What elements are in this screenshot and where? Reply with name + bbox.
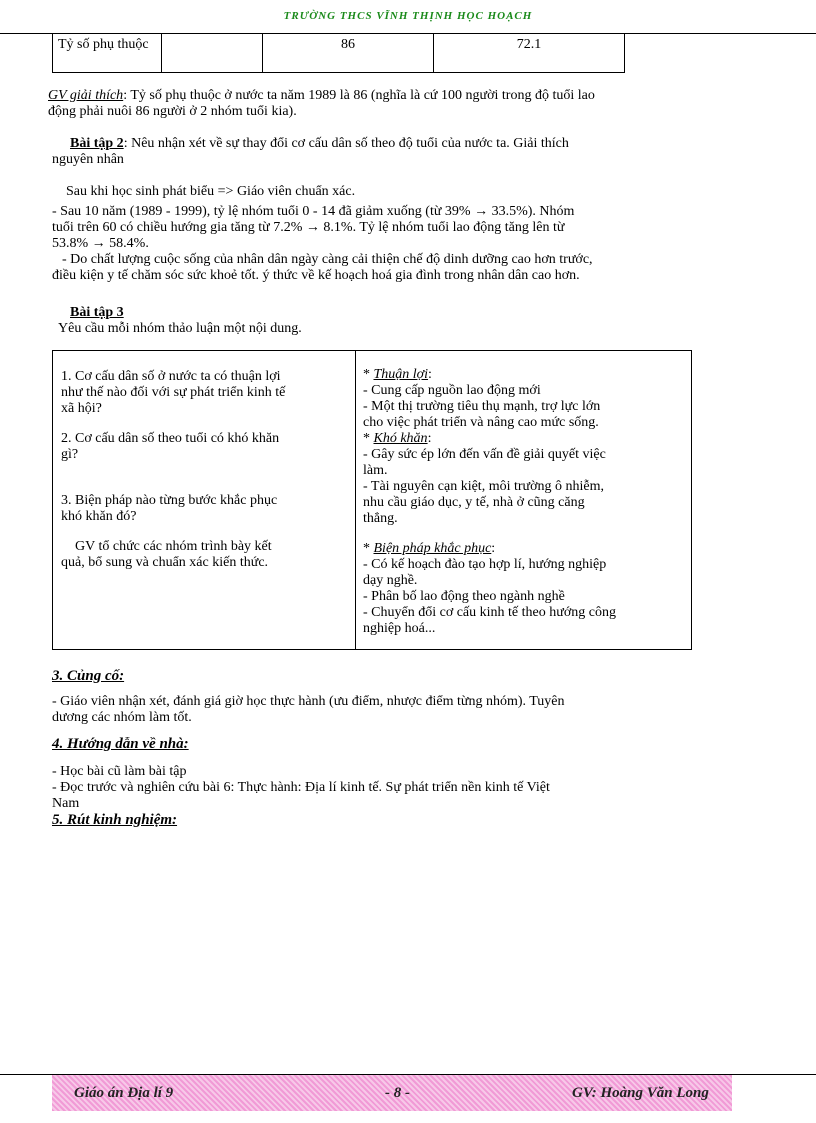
solution-1-cont: dạy nghề. — [363, 573, 418, 588]
discussion-table — [52, 350, 692, 650]
footer-right: GV: Hoàng Văn Long — [572, 1085, 709, 1101]
difficulty-2: - Tài nguyên cạn kiệt, môi trường ô nhiễm, — [363, 479, 605, 494]
left-column — [61, 369, 351, 571]
section-3-body: - Giáo viên nhận xét, đánh giá giờ học thực hành (ưu điểm, nhược điểm từng nhóm). Tuyên dương các nhóm làm tốt. — [52, 694, 565, 725]
solution-3-cont: nghiệp hoá... — [363, 621, 436, 636]
answer-line-5: điều kiện y tế chăm sóc sức khoẻ tốt. ý thức về kế hoạch hoá gia đình trong nhân dân cao hơn. — [52, 268, 580, 283]
answer-line-1: - Sau 10 năm (1989 - 1999), tỷ lệ nhóm tuổi 0 - 14 đã giảm xuống (từ 39% → 33.5%). Nhóm — [52, 204, 575, 219]
table-empty-cell — [162, 34, 263, 73]
answer-line-3: 53.8% → 58.4%. — [52, 236, 149, 251]
dependency-ratio-table — [52, 33, 625, 73]
gv-note-text2: động phải nuôi 86 người ở 2 nhóm tuổi kia). — [48, 104, 297, 119]
solution-3: - Chuyển đổi cơ cấu kinh tế theo hướng công — [363, 605, 616, 620]
solution-1: - Có kế hoạch đào tạo hợp lí, hướng nghiệp — [363, 557, 607, 572]
gv-note-label: GV giải thích — [48, 88, 124, 103]
answer-line-2: tuổi trên 60 có chiều hướng gia tăng từ 7.2% → 8.1%. Tỷ lệ nhóm tuổi lao động tăng lên từ — [52, 220, 565, 235]
table-label-cell: Tỷ số phụ thuộc — [53, 34, 162, 73]
footer-left: Giáo án Địa lí 9 — [74, 1085, 174, 1101]
exercise-2-text2: nguyên nhân — [52, 152, 124, 167]
exercise-3-label: Bài tập 3 — [70, 305, 124, 320]
exercise-2-text1: : Nêu nhận xét về sự thay đổi cơ cấu dân số theo độ tuổi của nước ta. Giải thích — [123, 136, 569, 151]
difficulty-1: - Gây sức ép lớn đến vấn đề giải quyết việc — [363, 447, 606, 462]
after-answer-line: Sau khi học sinh phát biểu => Giáo viên chuẩn xác. — [66, 184, 356, 199]
advantage-2: - Một thị trường tiêu thụ mạnh, trợ lực lớn — [363, 399, 601, 414]
solution-2: - Phân bố lao động theo ngành nghề — [363, 589, 565, 604]
section-4-body: - Học bài cũ làm bài tập - Đọc trước và nghiên cứu bài 6: Thực hành: Địa lí kinh tế. Sự phát triển nền kinh tế Việt Nam — [52, 764, 550, 811]
answer-line-4: - Do chất lượng cuộc sống của nhân dân ngày càng cải thiện chế độ dinh dưỡng cao hơn trước, — [62, 252, 593, 267]
column-divider — [355, 351, 356, 649]
section-4-title: 4. Hướng dẫn về nhà: — [52, 736, 189, 752]
question-1: 1. Cơ cấu dân số ở nước ta có thuận lợi như thế nào đối với sự phát triển kinh tế xã hội? — [61, 369, 286, 416]
exercise-2 — [52, 136, 752, 168]
difficulty-2-end: thẳng. — [363, 511, 398, 526]
exercise-2-label: Bài tập 2 — [70, 136, 124, 151]
section-5-title: 5. Rút kinh nghiệm: — [52, 812, 178, 828]
exercise-3-request: Yêu cầu mỗi nhóm thảo luận một nội dung. — [58, 321, 302, 336]
advantage-2-cont: cho việc phát triển và nâng cao mức sống. — [363, 415, 599, 430]
value-1999-cell: 72.1 — [434, 34, 625, 73]
gv-note-text1: : Tỷ số phụ thuộc ở nước ta năm 1989 là 86 (nghĩa là cứ 100 người trong độ tuổi lao — [123, 88, 595, 103]
page-header: TRƯỜNG THCS VĨNH THỊNH HỌC HOẠCH — [283, 10, 533, 22]
value-1989-cell: 86 — [263, 34, 434, 73]
footer-page-number: - 8 - — [385, 1085, 410, 1101]
section-3-title: 3. Củng cố: — [52, 668, 125, 684]
page-footer — [52, 1075, 732, 1111]
question-2: 2. Cơ cấu dân số theo tuổi có khó khăn gì? — [61, 431, 280, 462]
difficulty-1-cont: làm. — [363, 463, 388, 478]
advantages-heading: * Thuận lợi: — [363, 367, 432, 382]
solutions-heading: * Biện pháp khắc phục: — [363, 541, 496, 556]
teacher-instruction: GV tổ chức các nhóm trình bày kết quả, bổ sung và chuẩn xác kiến thức. — [61, 539, 272, 570]
gv-note — [48, 88, 748, 120]
right-column — [363, 367, 688, 637]
answer-paragraph — [52, 204, 772, 284]
difficulty-2-cont: nhu cầu giáo dục, y tế, nhà ở cũng căng — [363, 495, 585, 510]
table-row — [53, 34, 625, 73]
question-3: 3. Biện pháp nào từng bước khắc phục khó khăn đó? — [61, 493, 278, 524]
difficulties-heading: * Khó khăn: — [363, 431, 432, 446]
advantage-1: - Cung cấp nguồn lao động mới — [363, 383, 541, 398]
